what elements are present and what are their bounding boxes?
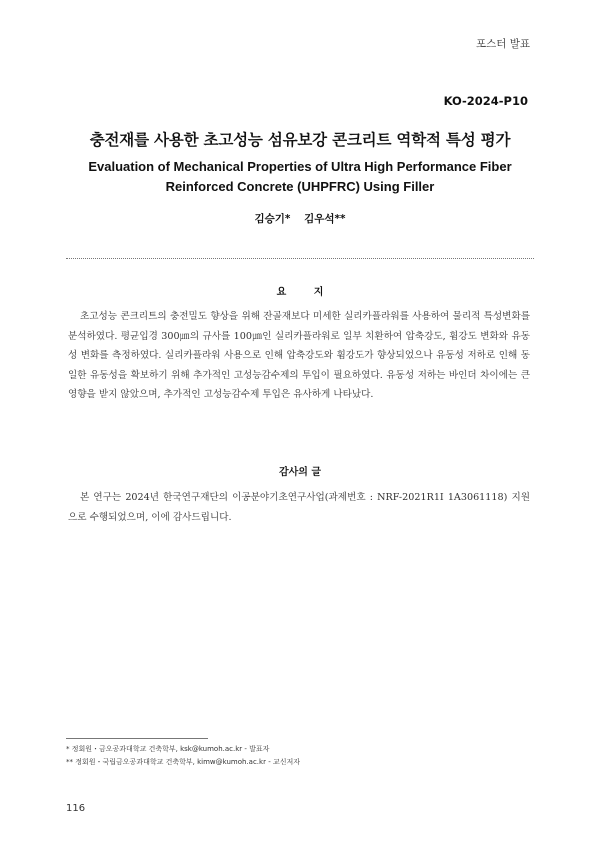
author-list: [0, 211, 600, 226]
header-category: 포스터 발표: [475, 38, 530, 50]
footnote-rule: [66, 738, 208, 739]
paper-code: KO-2024-P10: [443, 94, 528, 108]
acknowledgment-body: 본 연구는 2024년 한국연구재단의 이공분야기초연구사업(과제번호 : NRF-2021R1I 1A3061118) 지원으로 수행되었으며, 이에 감사드립니다.: [68, 492, 530, 523]
title-korean: 충전재를 사용한 초고성능 섬유보강 콘크리트 역학적 특성 평가: [89, 131, 511, 149]
footnote-presenter: * 정회원・금오공과대학교 건축학부, ksk@kumoh.ac.kr - 발표자: [66, 745, 270, 753]
title-english: Evaluation of Mechanical Properties of Ultra High Performance Fiber Reinforced Concrete (UHPFRC) Using Filler: [88, 159, 512, 194]
acknowledgment-heading: 감사의 글: [278, 467, 322, 478]
author-2: 김우석**: [304, 213, 346, 225]
section-divider: [66, 258, 534, 259]
footnote-corresponding: ** 정회원・국립금오공과대학교 건축학부, kimw@kumoh.ac.kr - 교신저자: [66, 758, 300, 766]
author-1: 김승기*: [254, 213, 291, 225]
page-number: 116: [66, 803, 86, 814]
abstract-heading: 요 지: [276, 287, 336, 298]
abstract-body: 초고성능 콘크리트의 충전밀도 향상을 위해 잔골재보다 미세한 실리카플라워를 사용하여 물리적 특성변화를 분석하였다. 평균입경 300㎛의 규사를 100㎛인 실리카플라워로 일부 치환하여 압축강도, 휨강도 변화와 유동성 변화를 측정하였다. 실리카플라워 사용으로 인해 압축강도와 휨강도가 향상되었으나 유동성 저하로 인해 동일한 유동성을 확보하기 위해 추가적인 고성능감수제의 투입이 필요하였다. 유동성 저하는 바인더 차이에는 큰 영향을 받지 않았으며, 추가적인 고성능감수제 투입은 유사하게 나타났다.: [68, 311, 530, 400]
